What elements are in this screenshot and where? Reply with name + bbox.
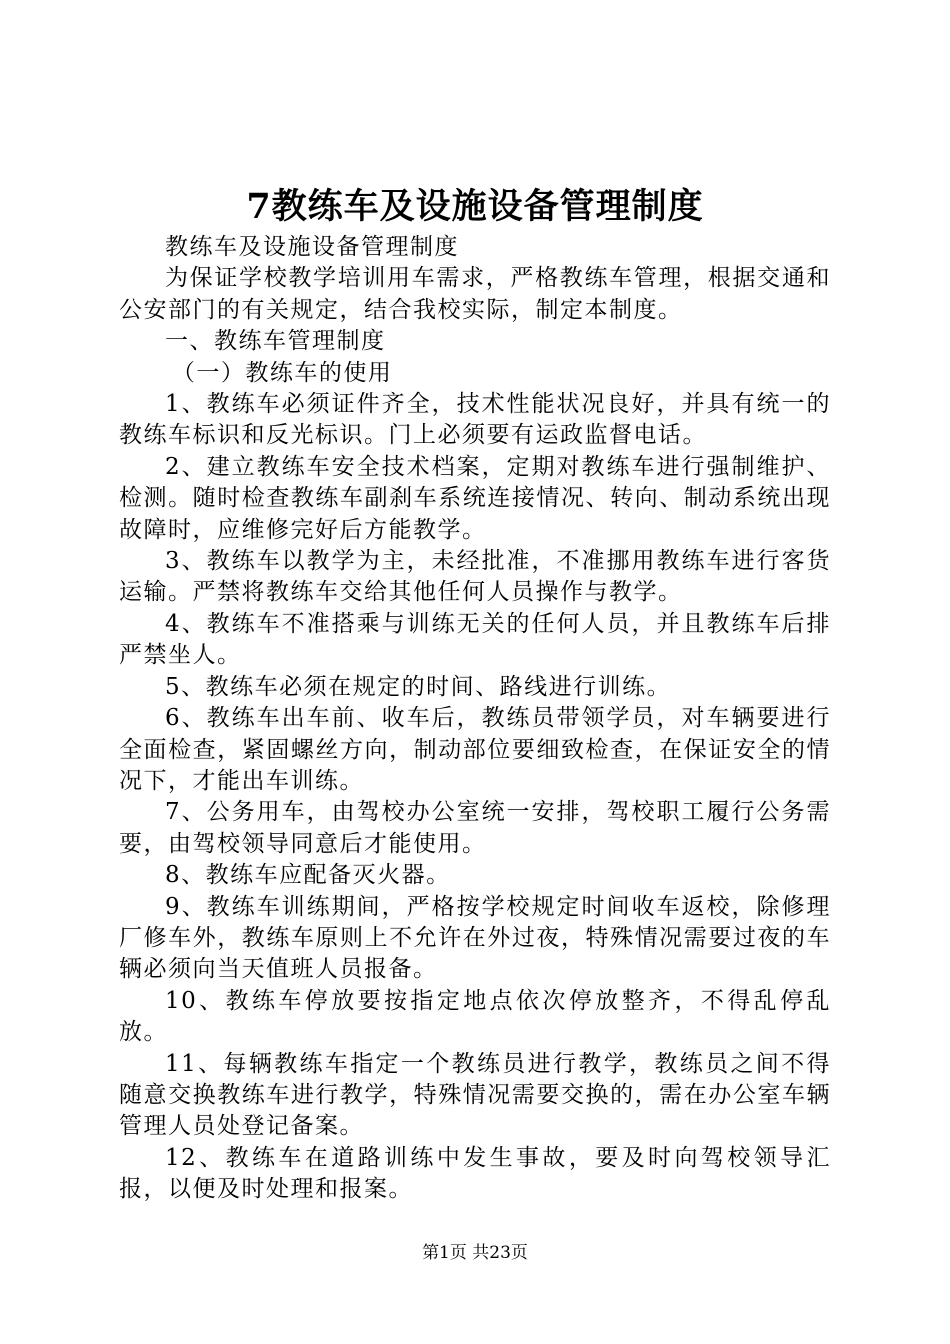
body-paragraph: 10、教练车停放要按指定地点依次停放整齐，不得乱停乱放。: [119, 987, 831, 1046]
body-paragraph: 2、建立教练车安全技术档案，定期对教练车进行强制维护、检测。随时检查教练车副刹车系统连接情况、转向、制动系统出现故障时，应维修完好后方能教学。: [119, 453, 831, 543]
body-paragraph: 5、教练车必须在规定的时间、路线进行训练。: [165, 673, 672, 700]
document-body: [119, 232, 831, 1206]
body-paragraph: 3、教练车以教学为主，未经批准，不准挪用教练车进行客货运输。严禁将教练车交给其他任何人员操作与教学。: [119, 548, 831, 606]
body-paragraph: 教练车及设施设备管理制度: [165, 234, 459, 260]
body-paragraph: 11、每辆教练车指定一个教练员进行教学，教练员之间不得随意交换教练车进行教学，特殊情况需要交换的，需在办公室车辆管理人员处登记备案。: [119, 1050, 831, 1140]
body-paragraph: 12、教练车在道路训练中发生事故，要及时向驾校领导汇报，以便及时处理和报案。: [119, 1144, 831, 1203]
body-paragraph: 9、教练车训练期间，严格按学校规定时间收车返校，除修理厂修车外，教练车原则上不允许在外过夜，特殊情况需要过夜的车辆必须向当天值班人员报备。: [119, 893, 831, 983]
document-title: 7教练车及设施设备管理制度: [246, 186, 704, 227]
page-number-footer: 第1页 共23页: [422, 1243, 528, 1263]
body-paragraph: 4、教练车不准搭乘与训练无关的任何人员，并且教练车后排严禁坐人。: [119, 610, 831, 669]
section-heading: 一、教练车管理制度: [165, 328, 386, 355]
body-paragraph: 6、教练车出车前、收车后，教练员带领学员，对车辆要进行全面检查，紧固螺丝方向，制动部位要细致检查，在保证安全的情况下，才能出车训练。: [119, 705, 831, 794]
subsection-heading: （一）教练车的使用: [171, 359, 393, 386]
body-paragraph: 1、教练车必须证件齐全，技术性能状况良好，并具有统一的教练车标识和反光标识。门上必须要有运政监督电话。: [119, 391, 831, 449]
body-paragraph: 7、公务用车，由驾校办公室统一安排，驾校职工履行公务需要，由驾校领导同意后才能使用。: [119, 799, 831, 857]
body-paragraph: 8、教练车应配备灭火器。: [165, 862, 451, 889]
body-paragraph: 为保证学校教学培训用车需求，严格教练车管理，根据交通和公安部门的有关规定，结合我校实际，制定本制度。: [119, 265, 831, 323]
